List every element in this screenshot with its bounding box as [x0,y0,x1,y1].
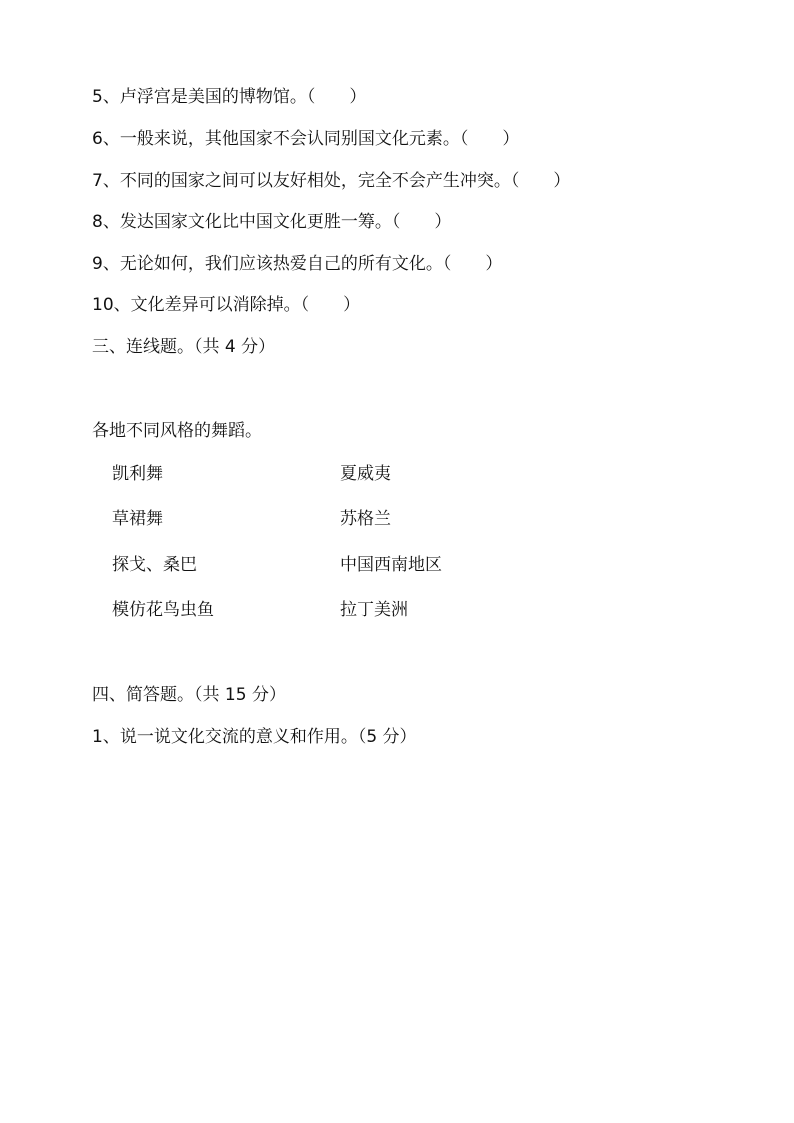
tf-item-5: 5、卢浮宫是美国的博物馆。（ ） [92,87,367,107]
tf-item-7: 7、不同的国家之间可以友好相处，完全不会产生冲突。（ ） [92,171,571,191]
tf-item-9: 9、无论如何，我们应该热爱自己的所有文化。（ ） [92,254,503,274]
match-right-item-2: 苏格兰 [340,509,391,529]
section3-prompt: 各地不同风格的舞蹈。 [92,421,262,441]
match-left-item-4: 模仿花鸟虫鱼 [112,600,214,620]
section3-title: 三、连线题。（共 4 分） [92,337,276,357]
section4-question-1: 1、说一说文化交流的意义和作用。（5 分） [92,727,417,747]
tf-item-6: 6、一般来说，其他国家不会认同别国文化元素。（ ） [92,129,520,149]
section4-title: 四、简答题。（共 15 分） [92,685,286,705]
match-right-item-3: 中国西南地区 [340,555,442,575]
tf-item-8: 8、发达国家文化比中国文化更胜一筹。（ ） [92,212,452,232]
tf-item-10: 10、文化差异可以消除掉。（ ） [92,295,361,315]
match-right-item-4: 拉丁美洲 [340,600,408,620]
match-left-item-2: 草裙舞 [112,509,163,529]
match-left-item-1: 凯利舞 [112,464,163,484]
match-left-item-3: 探戈、桑巴 [112,555,197,575]
match-right-item-1: 夏威夷 [340,464,391,484]
